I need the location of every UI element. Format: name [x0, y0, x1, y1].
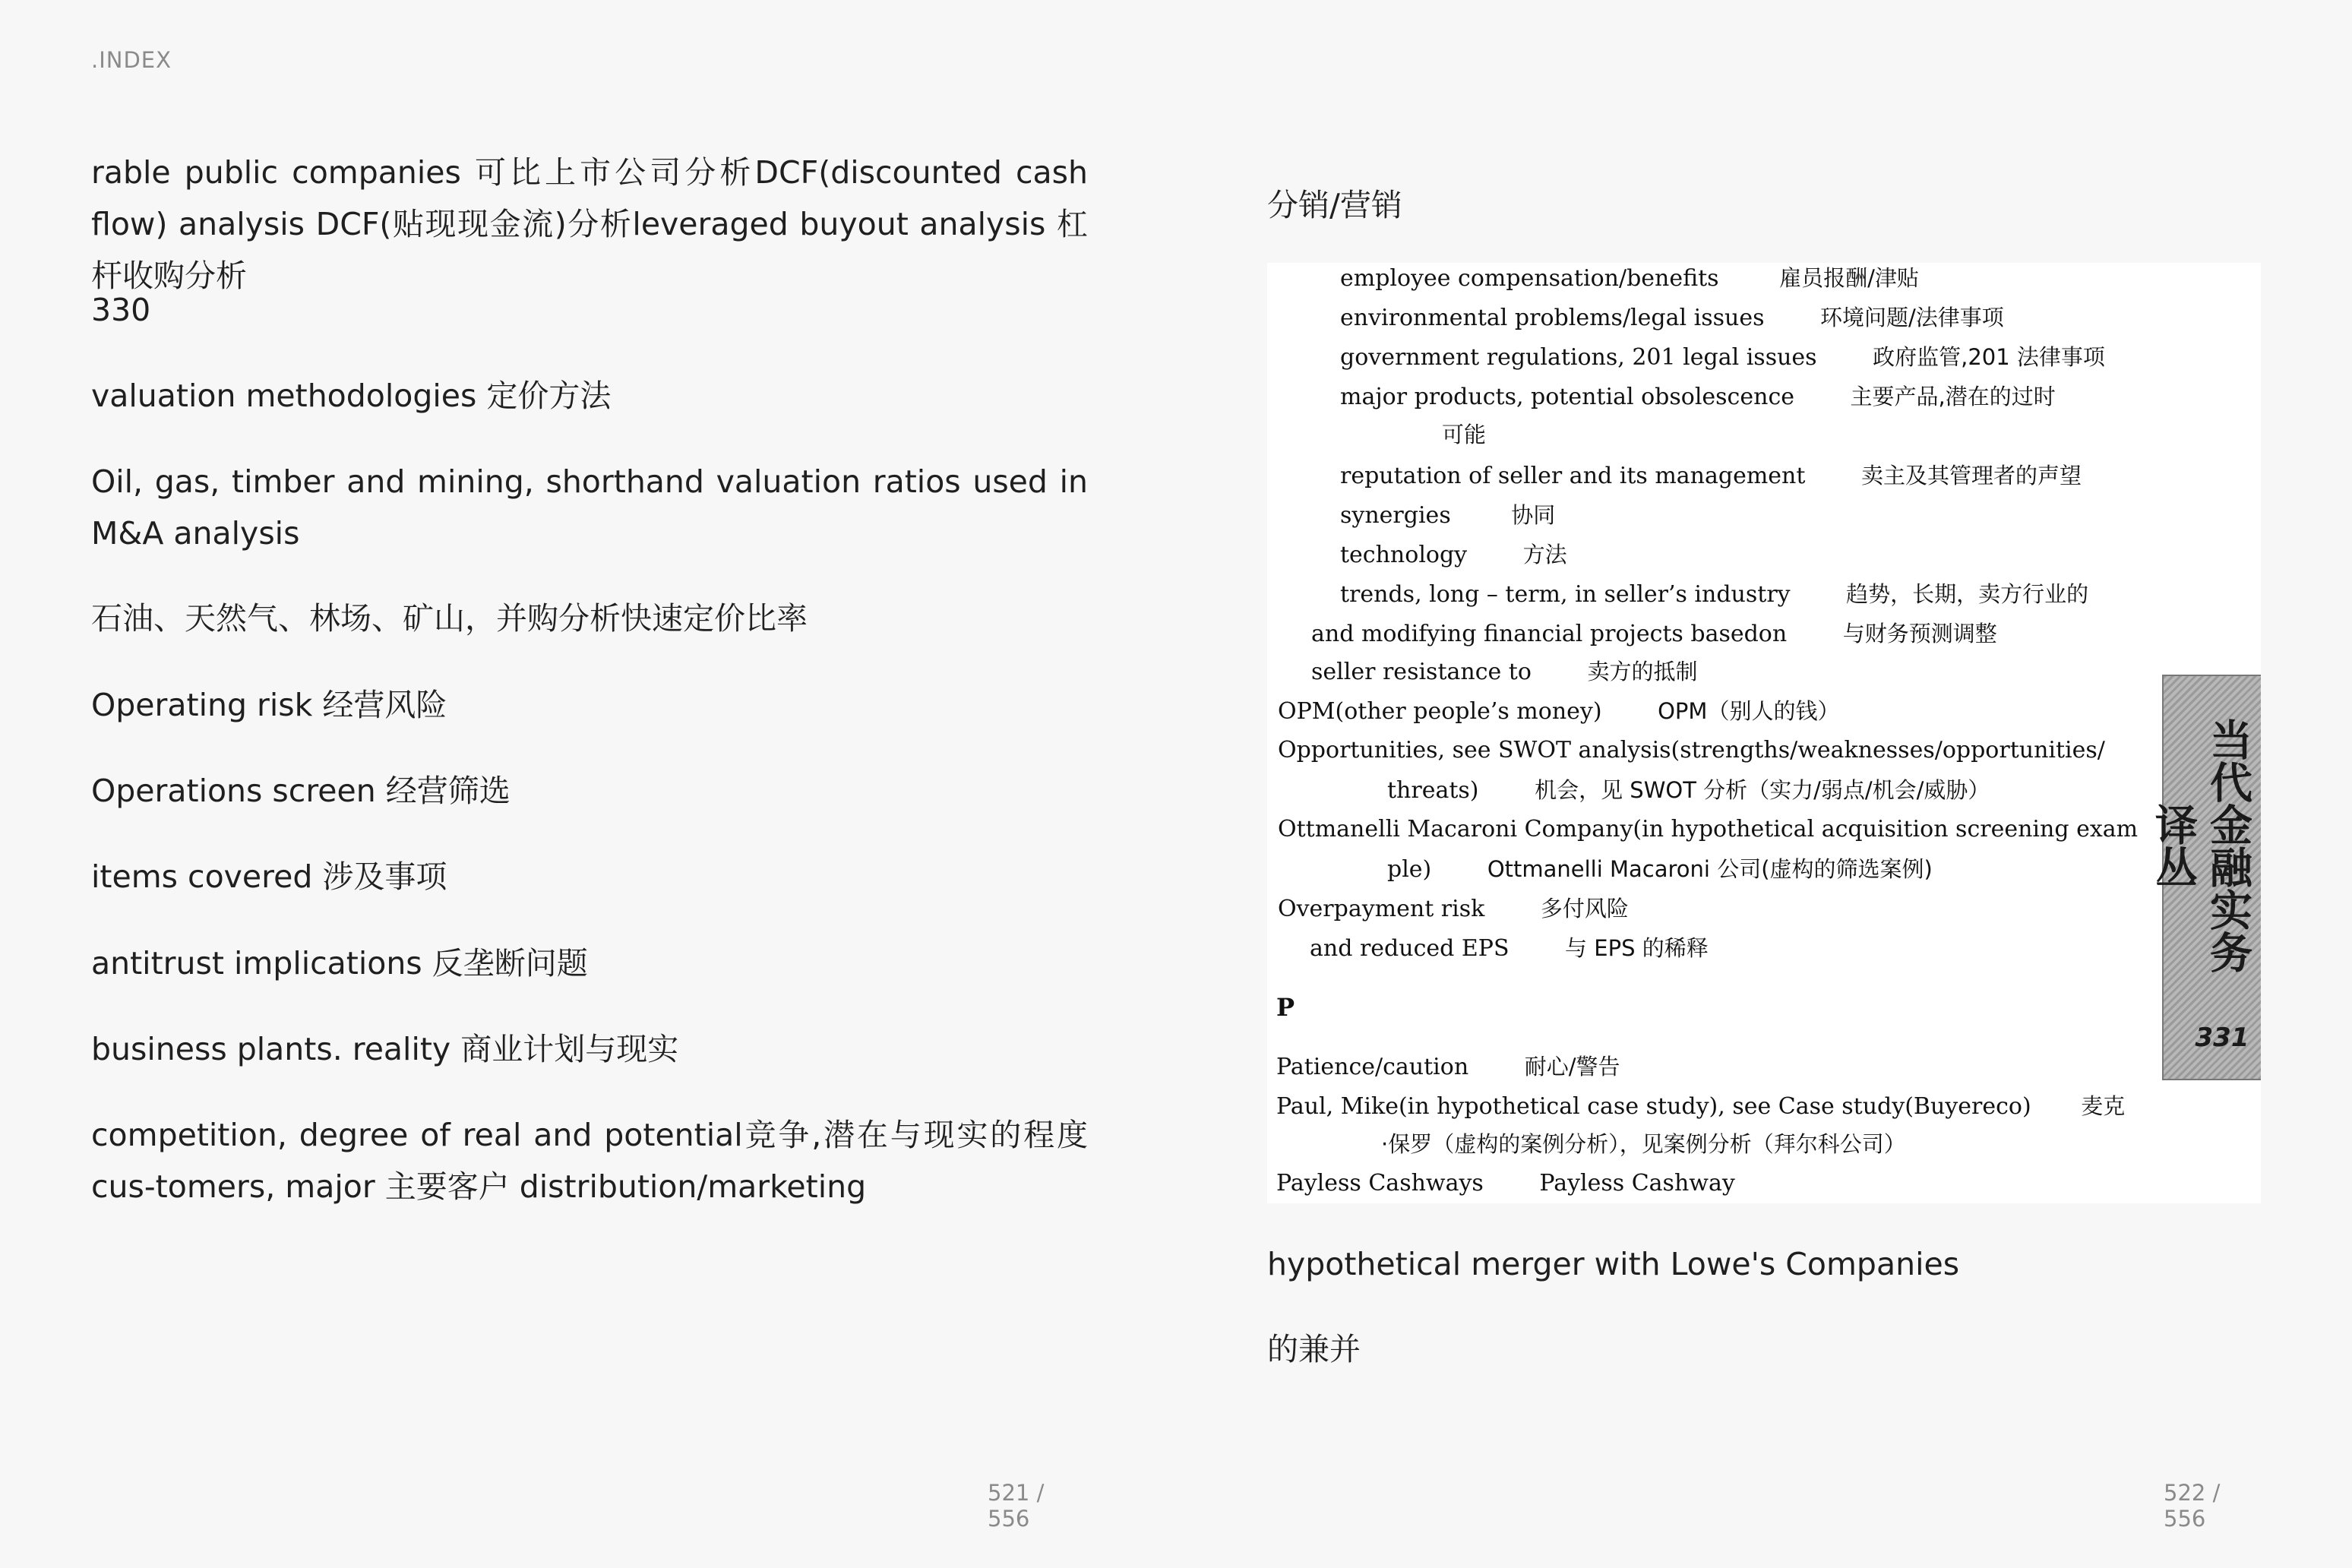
- index-entry: 石油、天然气、林场、矿山，并购分析快速定价比率: [91, 600, 808, 637]
- left-page: [91, 0, 1088, 1568]
- scan-letter-heading: P: [1276, 993, 1295, 1022]
- index-entry: items covered 涉及事项: [91, 858, 447, 895]
- scan-line: trends, long – term, in seller’s industry 趋势，长期，卖方行业的: [1340, 581, 2089, 608]
- index-entry: Oil, gas, timber and mining, shorthand valuation ratios used in M&A analysis: [91, 463, 1088, 552]
- scan-line: synergies 协同: [1340, 502, 1556, 529]
- index-entry: competition, degree of real and potential竞争,潜在与现实的程度cus-tomers, major 主要客户 distribution/marketing: [91, 1117, 1088, 1205]
- index-entry: valuation methodologies 定价方法: [91, 378, 612, 414]
- scan-line: ·保罗（虚构的案例分析），见案例分析（拜尔科公司）: [1381, 1131, 1906, 1157]
- scan-line: Opportunities, see SWOT analysis(strengths/weaknesses/opportunities/: [1278, 737, 2105, 763]
- scan-line: employee compensation/benefits 雇员报酬/津贴: [1340, 265, 1919, 292]
- index-entry: business plants. reality 商业计划与现实: [91, 1031, 679, 1067]
- book-spine-label: [2148, 675, 2261, 1080]
- index-entry: Operating risk 经营风险: [91, 687, 447, 723]
- index-entry: antitrust implications 反垄断问题: [91, 945, 588, 982]
- running-header: .INDEX: [91, 47, 172, 73]
- index-entry: 的兼并: [1267, 1331, 1361, 1367]
- spine-title: 当代金融实务译丛: [2148, 718, 2252, 973]
- scanned-page-image: [1267, 263, 2261, 1203]
- scan-line: Patience/caution 耐心/警告: [1276, 1054, 1620, 1080]
- scan-line: threats) 机会，见 SWOT 分析（实力/弱点/机会/威胁）: [1387, 777, 1990, 804]
- scan-line: and modifying financial projects basedon 与财务预测调整: [1311, 621, 1997, 647]
- scan-line: environmental problems/legal issues 环境问题/法律事项: [1340, 305, 2004, 331]
- index-entry: 330: [91, 292, 151, 328]
- scan-line: ple) Ottmanelli Macaroni 公司(虚构的筛选案例): [1387, 856, 1933, 883]
- section-heading: 分销/营销: [1267, 187, 1402, 223]
- index-entry: rable public companies 可比上市公司分析DCF(discounted cash flow) analysis DCF(贴现现金流)分析leveraged buyout analysis 杠杆收购分析: [91, 154, 1088, 294]
- scan-line: Paul, Mike(in hypothetical case study), see Case study(Buyereco) 麦克: [1276, 1093, 2126, 1120]
- spine-page-number: 331: [2195, 1023, 2249, 1053]
- scan-line: reputation of seller and its management 卖主及其管理者的声望: [1340, 463, 2082, 489]
- scan-line: seller resistance to 卖方的抵制: [1311, 659, 1698, 685]
- scan-line: OPM(other people’s money) OPM（别人的钱）: [1278, 698, 1840, 725]
- scan-line: Payless Cashways Payless Cashway: [1276, 1170, 1735, 1197]
- scan-line: and reduced EPS 与 EPS 的稀释: [1310, 935, 1709, 962]
- scan-line: 可能: [1442, 422, 1487, 447]
- scan-line: government regulations, 201 legal issues 政府监管,201 法律事项: [1340, 344, 2105, 371]
- scan-line: major products, potential obsolescence 主要产品,潜在的过时: [1340, 384, 2056, 410]
- scan-line: technology 方法: [1340, 542, 1567, 568]
- page-number: 522 / 556: [2164, 1480, 2221, 1532]
- page-number: 521 / 556: [988, 1480, 1045, 1532]
- scan-line: Overpayment risk 多付风险: [1278, 896, 1629, 922]
- scan-line: Ottmanelli Macaroni Company(in hypothetical acquisition screening exam: [1278, 816, 2139, 842]
- index-entry: Operations screen 经营筛选: [91, 773, 511, 809]
- index-entry: hypothetical merger with Lowe's Companies: [1267, 1246, 1960, 1282]
